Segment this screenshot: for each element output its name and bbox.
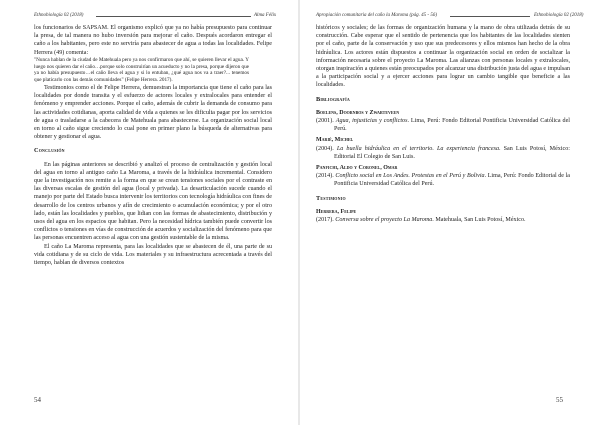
running-head-left: Ethnobiología 02 (2018) — [34, 13, 84, 18]
block-quote: "Nunca hablan de la ciudad de Matehuala pero ya nos confirmaron que ahí, se quieren llevar el agua. Y luego nos quieren dar el caño…porque solo construirían un acueducto y no la presa, porque dijeron que ya no había presupuesto…el caño lleva el agua y si lo entuban, ¿qué agua nos va a traer?... tenemos que platicarlo con las demás comunidades" (Felipe Herrera. 2017). — [34, 56, 249, 84]
reference-author: Panfichi, Aldo y Coronel, Omar — [316, 165, 398, 172]
testimonio-heading: Testimonio — [316, 194, 346, 202]
paragraph: El caño La Maroma representa, para las localidades que se abastecen de él, una parte de su vida cotidiana y de su ciclo de vida. Los materiales y su infraestructura acrecentada a través del tiempo, hablan de diversos contextos — [34, 243, 272, 267]
page-number: 55 — [556, 396, 563, 404]
header-author: Alma Félix — [254, 13, 277, 18]
paragraph: En las páginas anteriores se describió y analizó el proceso de centralización y gestión local del agua en torno al antiguo caño La Maroma, a través de la hidráulica incremental. Considero que la investigación nos remite a la forma en que se crean tensiones sociales por el contraste en las diversas escalas de gestión del agua (local y privada). La desarticulación sucede cuando el manejo por parte del Estado busca intervenir los territorios con tecnología hidráulica con fines de desarrollo de los centros urbanos y afín de crecimiento o acumulación económica; y por el otro lado, están las localidades y pueblos, que lidian con las formas de abastecimiento, distribución y usos del agua en los espacios que habitan. Pero la necesidad hídrica también puede convertir los conflictos o tensiones en vías de construcción de acuerdos y socialización del fenómeno para que las personas encuentren acceso al agua con una gestión sustentable de la misma. — [34, 161, 272, 242]
reference-entry: (2004). La buella hidráulica en el territorio. La experiencia francesa. San Luis Potosí, México: Editorial El Colegio de San Luis. — [316, 145, 570, 160]
header-rule — [450, 16, 530, 17]
reference-author: Boelens, Doornbos y Zwarteveen — [316, 109, 400, 116]
paragraph: históricos y sociales; de las formas de organización humana y la mano de obra utilizada detrás de su construcción. Cabe esperar que el sentido de pertenencia que los habitantes de las localidades sienten por el caño, parte de la conservación y uso que sus predecesores y ellos mismos han hecho de la obra hidráulica. Los actores están dispuestos a continuar la organización social en orden de socializar la información necesaria sobre el proyecto La Maroma. Las alianzas con personas locales y extralocales, otorgan inspiración a quienes están preocupados por alcanzar una distribución justa del agua e impulsan a la participación social y a ejercer acciones para lograr un cambio tangible que beneficie a las localidades. — [316, 25, 570, 89]
reference-entry: (2014). Conflicto social en Los Andes. Protestas en el Perú y Bolivia. Lima, Perú: Fondo Editorial de la Pontificia Universidad Católica del Perú. — [316, 173, 570, 188]
paragraph: Testimonios como el de Felipe Herrera, demuestran la importancia que tiene el caño para las localidades por donde transita y el esfuerzo de actores locales y extralocales para entender el fenómeno y emprender acciones. Porque el caño, además de cubrir la demanda de consumo para las actividades cotidianas, aporta calidad de vida a quienes se les dificulta pagar por los servicios de agua o trasladarse a la cabecera de Matehuala para abastecerse. La organización social local en torno al caño sigue creciendo lo cual pone en primer plano la búsqueda de alternativas para obtener y gestionar el agua. — [34, 85, 272, 141]
section-heading: Conclusión — [34, 147, 65, 155]
reference-entry: (2017). Conversa sobre el proyecto La Maroma. Matehuala, San Luis Potosí, México. — [316, 217, 526, 224]
bibliography-heading: Bibliografía — [316, 95, 350, 103]
header-journal: Ethnobiología 02 (2018) — [534, 13, 584, 18]
paragraph: los funcionarios de SAPSAM. El organismo explicó que ya no había presupuesto para continuar la presa, de tal manera no hubo inversión para mejorar el caño. Después acordaron entregar el caño a los habitantes, pero este no serviría para abastecer de agua a todas las localidades. Felipe Herrera (49) comenta: — [34, 25, 272, 56]
reference-author: Herrera, Felipe — [316, 208, 357, 215]
running-head-right: Apropiación comunitaria del caño la Maroma (pág. 45 - 56) — [316, 13, 438, 18]
header-rule — [96, 16, 251, 17]
right-page — [300, 0, 600, 425]
right-text-column — [316, 24, 570, 224]
left-text-column — [34, 24, 272, 267]
reference-author: Marié, Michel — [316, 137, 354, 144]
reference-entry: (2001). Agua, injusticias y conflictos. Lima, Perú: Fondo Editorial Pontificia Universidad Católica del Perú. — [316, 118, 570, 133]
page-number: 54 — [34, 396, 41, 404]
